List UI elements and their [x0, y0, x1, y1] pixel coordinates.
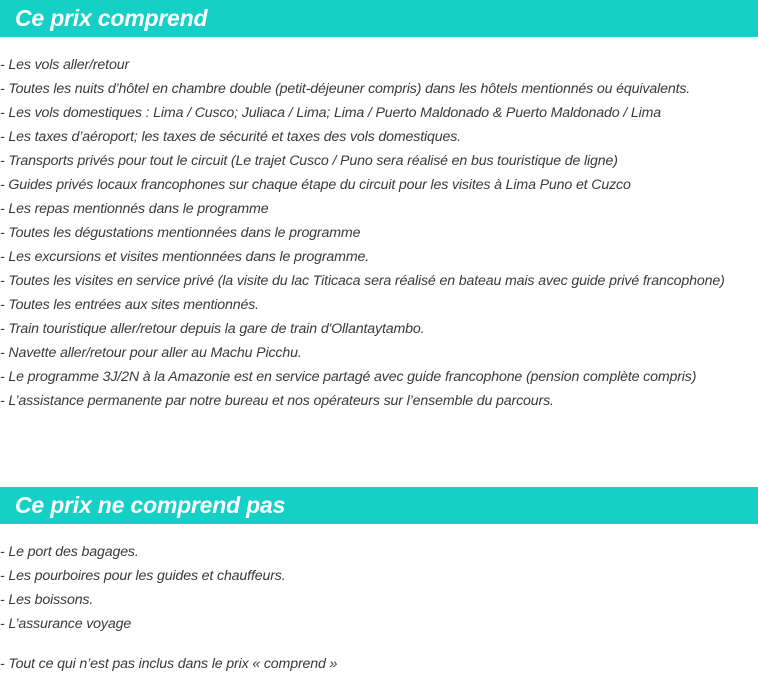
included-item: - Transports privés pour tout le circuit (Le trajet Cusco / Puno sera réalisé en bus touristique de ligne) — [0, 153, 618, 169]
excluded-item: - Les pourboires pour les guides et chauffeurs. — [0, 568, 286, 584]
included-item: - Toutes les dégustations mentionnées dans le programme — [0, 225, 361, 241]
included-item: - Les vols aller/retour — [0, 57, 130, 73]
excluded-items-list — [0, 540, 286, 636]
included-items-list — [0, 53, 725, 413]
excluded-item: - Les boissons. — [0, 592, 94, 608]
included-item: - Les excursions et visites mentionnées dans le programme. — [0, 249, 370, 265]
included-item: - Les taxes d’aéroport; les taxes de sécurité et taxes des vols domestiques. — [0, 129, 461, 145]
included-item: - Les repas mentionnés dans le programme — [0, 201, 269, 217]
excluded-item: - Le port des bagages. — [0, 544, 139, 560]
included-item: - L’assistance permanente par notre bureau et nos opérateurs sur l’ensemble du parcours. — [0, 393, 554, 409]
included-item: - Le programme 3J/2N à la Amazonie est en service partagé avec guide francophone (pension complète compris) — [0, 369, 697, 385]
included-item: - Toutes les entrées aux sites mentionnés. — [0, 297, 259, 313]
included-section-title: Ce prix comprend — [15, 5, 208, 31]
included-item: - Toutes les visites en service privé (la visite du lac Titicaca sera réalisé en bateau mais avec guide privé francophone) — [0, 273, 725, 289]
included-item: - Les vols domestiques : Lima / Cusco; Juliaca / Lima; Lima / Puerto Maldonado & Puerto Maldonado / Lima — [0, 105, 662, 121]
excluded-item: - L’assurance voyage — [0, 616, 132, 632]
excluded-section-title: Ce prix ne comprend pas — [15, 492, 286, 518]
excluded-footnote: - Tout ce qui n’est pas inclus dans le prix « comprend » — [0, 656, 338, 672]
included-item: - Navette aller/retour pour aller au Machu Picchu. — [0, 345, 302, 361]
included-item: - Guides privés locaux francophones sur chaque étape du circuit pour les visites à Lima Puno et Cuzco — [0, 177, 631, 193]
excluded-section-header — [0, 487, 758, 524]
included-item: - Toutes les nuits d’hôtel en chambre double (petit-déjeuner compris) dans les hôtels mentionnés ou équivalents. — [0, 81, 691, 97]
included-section-header — [0, 0, 758, 37]
included-item: - Train touristique aller/retour depuis la gare de train d'Ollantaytambo. — [0, 321, 425, 337]
